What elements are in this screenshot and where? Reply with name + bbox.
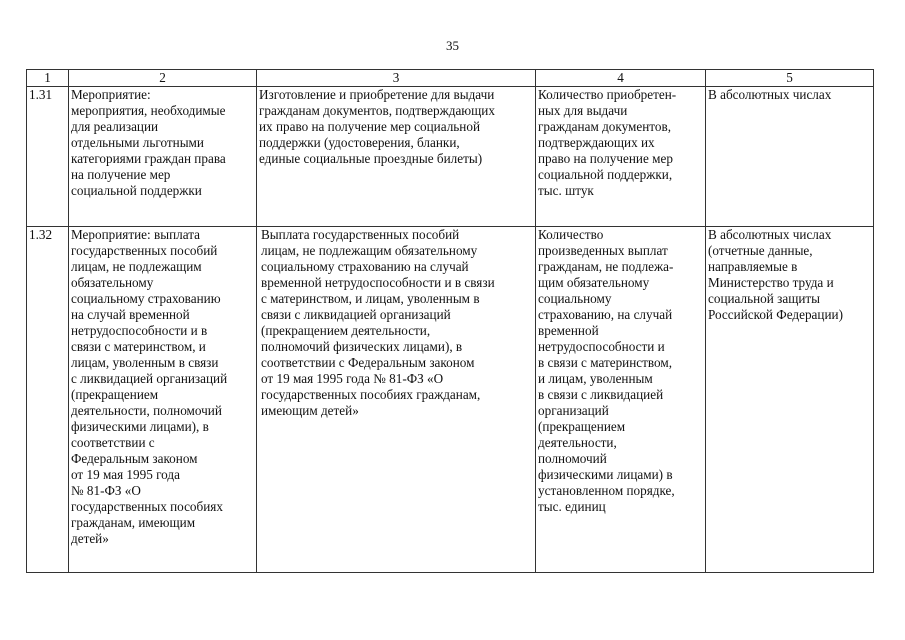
header-cell-3: 3 [257,70,536,87]
cell-text-line: право на получение мер [538,151,673,166]
cell-text-line: поддержки (удостоверения, бланки, [259,135,460,150]
header-cell-1: 1 [27,70,69,87]
cell-text-line: государственных пособиях гражданам, [261,387,481,402]
cell-text-line: временной [538,323,599,338]
cell-text-line: мероприятия, необходимые [71,103,226,118]
cell-text-line: категориями граждан права [71,151,226,166]
cell-text-line: отдельными льготными [71,135,204,150]
cell-text-line: тыс. единиц [538,499,606,514]
cell-text-line: тыс. штук [538,183,594,198]
cell-text-line: физическими лицами) в [538,467,673,482]
page-number: 35 [446,38,459,53]
row-number: 1.31 [27,87,69,227]
row-number: 1.32 [27,227,69,573]
cell-text-line: щим обязательному [538,275,650,290]
cell-text-line: лицам, не подлежащим обязательному [261,243,478,258]
indicator-description [257,227,536,573]
cell-text-line: связи с материнством, и [71,339,206,354]
cell-text-line: страхованию, на случай [538,307,673,322]
header-cell-5: 5 [706,70,874,87]
cell-text-line: от 19 мая 1995 года [71,467,180,482]
cell-text-line: физическими лицами), в [71,419,209,434]
cell-text-line: социальному страхованию [71,291,221,306]
cell-text-line: полномочий физических лицами), в [261,339,463,354]
cell-text-line: (прекращением [538,419,626,434]
cell-text-line: социальной защиты [708,291,821,306]
cell-text-line: и лицам, уволенным [538,371,653,386]
measure-description [69,227,257,573]
cell-text-line: от 19 мая 1995 года № 81-ФЗ «О [261,371,444,386]
cell-text-line: (прекращением [71,387,159,402]
cell-text-line: Количество [538,227,604,242]
cell-text-line: с материнством, и лицам, уволенным в [261,291,480,306]
cell-text-line: гражданам, не подлежа- [538,259,674,274]
cell-text-line: в связи с материнством, [538,355,673,370]
cell-text-line: на случай временной [71,307,190,322]
cell-text-line: детей» [71,531,109,546]
cell-text-line: направляемые в [708,259,798,274]
cell-text-line: на получение мер [71,167,171,182]
cell-text-line: единые социальные проездные билеты) [259,151,483,166]
measure-type [706,87,874,227]
indicator-table [26,69,874,573]
indicator-unit [536,227,706,573]
cell-text-line: соответствии с [71,435,155,450]
cell-text-line: деятельности, полномочий [71,403,222,418]
table-header-row [27,70,874,87]
cell-text-line: государственных пособиях [71,499,223,514]
cell-text-line: Изготовление и приобретение для выдачи [259,87,495,102]
cell-text-line: Выплата государственных пособий [261,227,460,242]
cell-text-line: соответствии с Федеральным законом [261,355,475,370]
cell-text-line: с ликвидацией организаций [71,371,228,386]
cell-text-line: лицам, не подлежащим [71,259,202,274]
cell-text-line: государственных пособий [71,243,218,258]
cell-text-line: в связи с ликвидацией [538,387,664,402]
cell-text-line: гражданам, имеющим [71,515,196,530]
measure-description [69,87,257,227]
cell-text-line: Российской Федерации) [708,307,843,322]
cell-text-line: обязательному [71,275,154,290]
cell-text-line: произведенных выплат [538,243,668,258]
measure-type [706,227,874,573]
header-cell-2: 2 [69,70,257,87]
cell-text-line: временной нетрудоспособности и в связи [261,275,495,290]
cell-text-line: деятельности, [538,435,617,450]
indicator-unit [536,87,706,227]
cell-text-line: Мероприятие: [71,87,151,102]
cell-text-line: социальной поддержки [71,183,202,198]
cell-text-line: Министерство труда и [708,275,834,290]
cell-text-line: для реализации [71,119,159,134]
cell-text-line: их право на получение мер социальной [259,119,481,134]
cell-text-line: связи с ликвидацией организаций [261,307,451,322]
cell-text-line: социальному страхованию на случай [261,259,469,274]
cell-text-line: ных для выдачи [538,103,628,118]
table-row [27,87,874,227]
cell-text-line: лицам, уволенным в связи [71,355,219,370]
cell-text-line: имеющим детей» [261,403,359,418]
table-row [27,227,874,573]
cell-text-line: В абсолютных числах [708,87,832,102]
cell-text-line: полномочий [538,451,607,466]
cell-text-line: гражданам документов, подтверждающих [259,103,495,118]
cell-text-line: гражданам документов, [538,119,671,134]
cell-text-line: Мероприятие: выплата [71,227,201,242]
cell-text-line: нетрудоспособности и [538,339,665,354]
cell-text-line: Федеральным законом [71,451,198,466]
indicator-description [257,87,536,227]
header-cell-4: 4 [536,70,706,87]
cell-text-line: № 81-ФЗ «О [71,483,141,498]
cell-text-line: (прекращением деятельности, [261,323,431,338]
cell-text-line: организаций [538,403,609,418]
cell-text-line: В абсолютных числах [708,227,832,242]
cell-text-line: социальному [538,291,612,306]
cell-text-line: Количество приобретен- [538,87,677,102]
cell-text-line: подтверждающих их [538,135,655,150]
cell-text-line: социальной поддержки, [538,167,673,182]
cell-text-line: установленном порядке, [538,483,675,498]
cell-text-line: нетрудоспособности и в [71,323,208,338]
cell-text-line: (отчетные данные, [708,243,813,258]
